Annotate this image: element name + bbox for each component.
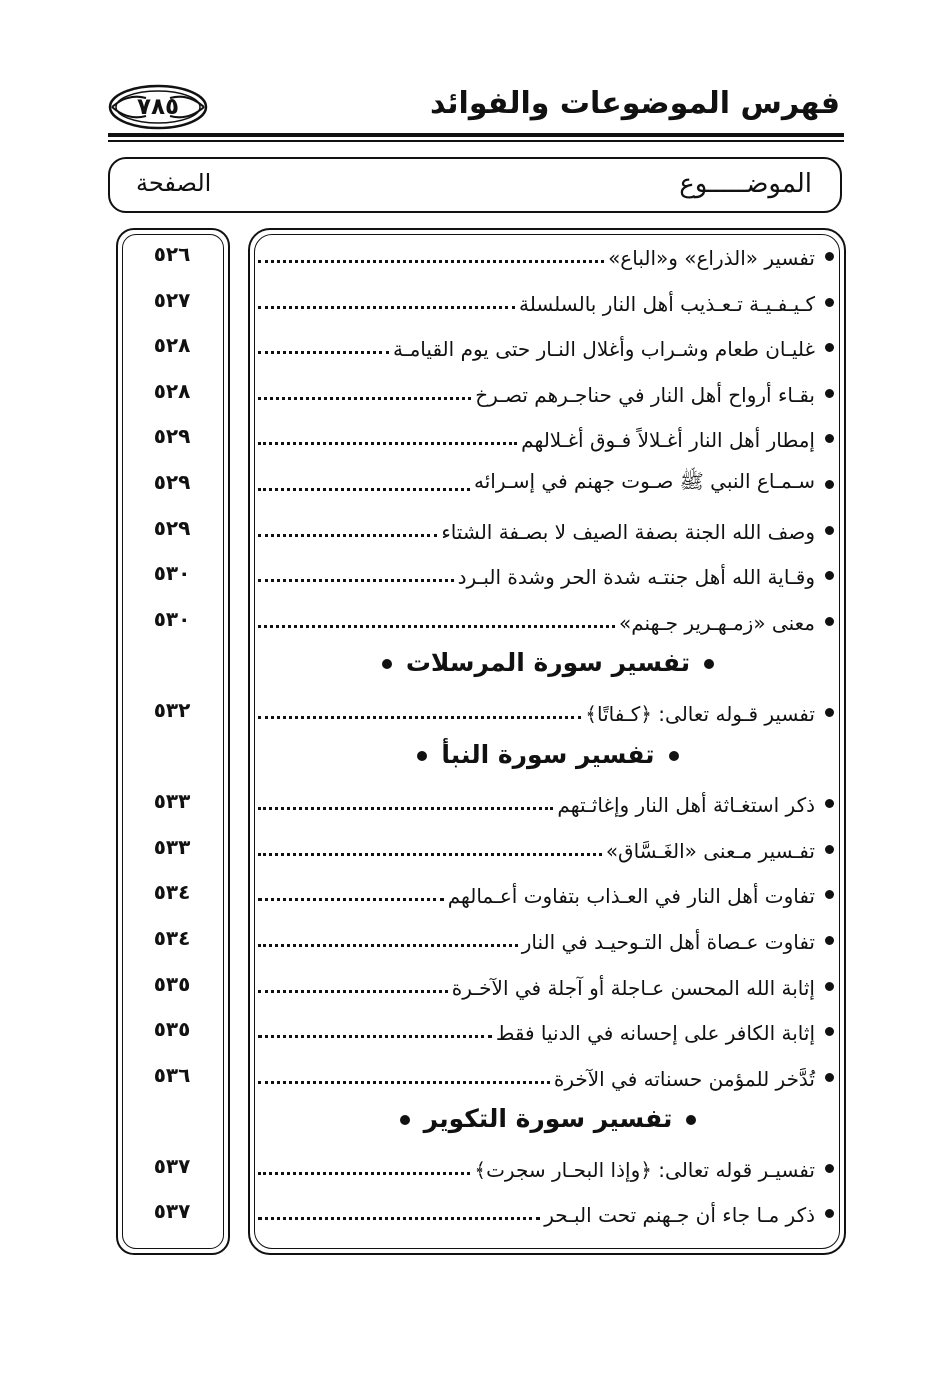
entry-topic: تفاوت أهل النار في العـذاب بتفاوت أعـمالهم bbox=[447, 884, 815, 909]
entry-page-number: ٥٢٧ bbox=[153, 287, 191, 312]
section-heading bbox=[0, 736, 948, 782]
index-entry bbox=[0, 371, 948, 417]
dot-leader bbox=[258, 807, 553, 810]
index-entry bbox=[0, 508, 948, 554]
section-title: تفسير سورة المرسلات bbox=[405, 648, 691, 678]
entry-line bbox=[258, 377, 834, 409]
entry-page-number: ٥٣٧ bbox=[153, 1199, 191, 1224]
index-entry bbox=[0, 1055, 948, 1101]
entry-page-number: ٥٣٧ bbox=[153, 1153, 191, 1178]
page-number: ٧٨٥ bbox=[136, 94, 180, 120]
index-entry bbox=[0, 872, 948, 918]
index-entry bbox=[0, 918, 948, 964]
bullet-icon bbox=[669, 751, 679, 761]
index-entry bbox=[0, 964, 948, 1010]
dot-leader bbox=[258, 1172, 470, 1175]
dot-leader bbox=[258, 944, 518, 947]
entry-topic: وقـاية الله أهل جنتـه شدة الحر وشدة البـرد bbox=[457, 565, 815, 590]
entry-topic: كـيـفـيـة تـعـذيب أهل النار بالسلسلة bbox=[518, 291, 815, 316]
entry-page-number: ٥٢٨ bbox=[153, 333, 191, 358]
bullet-icon bbox=[686, 1115, 696, 1125]
bullet-icon bbox=[825, 1073, 834, 1082]
index-entry bbox=[0, 827, 948, 873]
entry-page-number: ٥٣٠ bbox=[153, 561, 191, 586]
entry-line bbox=[258, 1015, 834, 1047]
section-title: تفسير سورة النبأ bbox=[441, 739, 655, 769]
dot-leader bbox=[258, 1035, 492, 1038]
bullet-icon bbox=[825, 343, 834, 352]
dot-leader bbox=[258, 351, 389, 354]
index-entry bbox=[0, 1009, 948, 1055]
entry-page-number: ٥٣٢ bbox=[153, 697, 191, 722]
entry-line bbox=[258, 514, 834, 546]
index-entry bbox=[0, 325, 948, 371]
entry-topic: تُدَّخر للمؤمن حسناته في الآخرة bbox=[553, 1066, 815, 1091]
entry-line bbox=[258, 1152, 834, 1184]
dot-leader bbox=[258, 442, 517, 445]
bullet-icon bbox=[825, 434, 834, 443]
bullet-icon bbox=[825, 298, 834, 307]
index-entry bbox=[0, 553, 948, 599]
entry-line bbox=[258, 878, 834, 910]
entry-line bbox=[258, 286, 834, 318]
index-entry bbox=[0, 690, 948, 736]
index-entry bbox=[0, 781, 948, 827]
entry-line bbox=[258, 331, 834, 363]
bullet-icon bbox=[417, 751, 427, 761]
column-header bbox=[108, 157, 842, 213]
entry-page-number: ٥٣٣ bbox=[153, 834, 191, 859]
entry-topic: سـمـاع النبي ﷺ صـوت جهنم في إسـرائه bbox=[474, 468, 815, 493]
bullet-icon bbox=[825, 252, 834, 261]
entry-topic: إثابة الكافر على إحسانه في الدنيا فقط bbox=[495, 1021, 815, 1046]
entry-page-number: ٥٢٩ bbox=[153, 515, 191, 540]
entry-line bbox=[258, 422, 834, 454]
entry-topic: تفسيـر قوله تعالى: ﴿وإذا البحـار سجرت﴾ bbox=[474, 1157, 815, 1182]
index-entry bbox=[0, 234, 948, 280]
entry-line bbox=[258, 970, 834, 1002]
index-entry bbox=[0, 462, 948, 508]
entry-line bbox=[258, 1197, 834, 1229]
entry-line bbox=[258, 468, 834, 500]
bullet-icon bbox=[825, 890, 834, 899]
dot-leader bbox=[258, 534, 437, 537]
bullet-icon bbox=[825, 571, 834, 580]
entry-topic: غليـان طعام وشـراب وأغلال النـار حتى يوم القيامـة bbox=[393, 337, 815, 362]
topic-column-label: الموضـــــوع bbox=[679, 169, 812, 199]
entry-page-number: ٥٣٠ bbox=[153, 606, 191, 631]
entry-page-number: ٥٣٥ bbox=[153, 971, 191, 996]
header-rule-thin bbox=[108, 140, 844, 142]
entry-page-number: ٥٢٩ bbox=[153, 469, 191, 494]
entry-topic: ذكر استغـاثة أهل النار وإغاثـتهم bbox=[557, 793, 815, 818]
dot-leader bbox=[258, 579, 454, 582]
bullet-icon bbox=[825, 1209, 834, 1218]
bullet-icon bbox=[825, 526, 834, 535]
dot-leader bbox=[258, 853, 602, 856]
index-entry bbox=[0, 599, 948, 645]
dot-leader bbox=[258, 397, 471, 400]
entry-page-number: ٥٣٦ bbox=[153, 1062, 191, 1087]
bullet-icon bbox=[825, 1164, 834, 1173]
entry-line bbox=[258, 605, 834, 637]
page-column-label: الصفحة bbox=[136, 169, 212, 197]
dot-leader bbox=[258, 625, 615, 628]
dot-leader bbox=[258, 488, 470, 491]
bullet-icon bbox=[704, 659, 714, 669]
dot-leader bbox=[258, 1217, 540, 1220]
section-heading bbox=[0, 1100, 948, 1146]
bullet-icon bbox=[825, 617, 834, 626]
dot-leader bbox=[258, 716, 581, 719]
running-title: فهرس الموضوعات والفوائد bbox=[429, 86, 840, 121]
entry-topic: إمطار أهل النار أغـلالاً فـوق أغـلالهم bbox=[521, 428, 815, 453]
entry-topic: تفاوت عـصاة أهل التـوحيـد في النار bbox=[521, 929, 815, 954]
bullet-icon bbox=[825, 936, 834, 945]
bullet-icon bbox=[825, 1027, 834, 1036]
dot-leader bbox=[258, 306, 515, 309]
dot-leader bbox=[258, 1081, 550, 1084]
header-rule-thick bbox=[108, 133, 844, 137]
bullet-icon bbox=[825, 845, 834, 854]
entry-topic: معنى «زمـهـرير جـهنم» bbox=[619, 610, 815, 635]
entry-line bbox=[258, 833, 834, 865]
entry-topic: وصف الله الجنة بصفة الصيف لا بصـفة الشتاء bbox=[441, 519, 815, 544]
dot-leader bbox=[258, 898, 444, 901]
entry-page-number: ٥٢٨ bbox=[153, 378, 191, 403]
index-list bbox=[0, 234, 948, 1237]
entry-page-number: ٥٣٤ bbox=[153, 880, 191, 905]
bullet-icon bbox=[400, 1115, 410, 1125]
entry-page-number: ٥٣٣ bbox=[153, 789, 191, 814]
section-heading bbox=[0, 644, 948, 690]
entry-line bbox=[258, 696, 834, 728]
index-entry bbox=[0, 416, 948, 462]
entry-topic: تفـسير مـعنى «الغَـسَّاق» bbox=[605, 838, 815, 863]
entry-page-number: ٥٣٤ bbox=[153, 925, 191, 950]
dot-leader bbox=[258, 260, 604, 263]
section-title: تفسير سورة التكوير bbox=[423, 1104, 673, 1134]
entry-topic: تفسير «الذراع» و«الباع» bbox=[608, 246, 815, 270]
entry-line bbox=[258, 240, 834, 272]
bullet-icon bbox=[825, 708, 834, 717]
entry-topic: بقـاء أرواح أهل النار في حناجـرهم تصـرخ bbox=[475, 382, 815, 407]
entry-topic: تفسير قـوله تعالى: ﴿كـفاتًا﴾ bbox=[585, 701, 815, 726]
bullet-icon bbox=[825, 480, 834, 489]
entry-line bbox=[258, 924, 834, 956]
entry-line bbox=[258, 559, 834, 591]
bullet-icon bbox=[825, 982, 834, 991]
dot-leader bbox=[258, 990, 448, 993]
entry-line bbox=[258, 1061, 834, 1093]
page-number-badge bbox=[108, 84, 208, 130]
index-entry bbox=[0, 280, 948, 326]
index-entry bbox=[0, 1146, 948, 1192]
entry-page-number: ٥٢٩ bbox=[153, 424, 191, 449]
entry-page-number: ٥٢٦ bbox=[153, 242, 191, 266]
entry-line bbox=[258, 787, 834, 819]
entry-topic: إثابة الله المحسن عـاجلة أو آجلة في الآخـرة bbox=[451, 975, 815, 1000]
bullet-icon bbox=[825, 799, 834, 808]
entry-page-number: ٥٣٥ bbox=[153, 1017, 191, 1042]
bullet-icon bbox=[382, 659, 392, 669]
bullet-icon bbox=[825, 389, 834, 398]
entry-topic: ذكر مـا جاء أن جـهنم تحت البـحر bbox=[544, 1203, 815, 1228]
index-entry bbox=[0, 1191, 948, 1237]
